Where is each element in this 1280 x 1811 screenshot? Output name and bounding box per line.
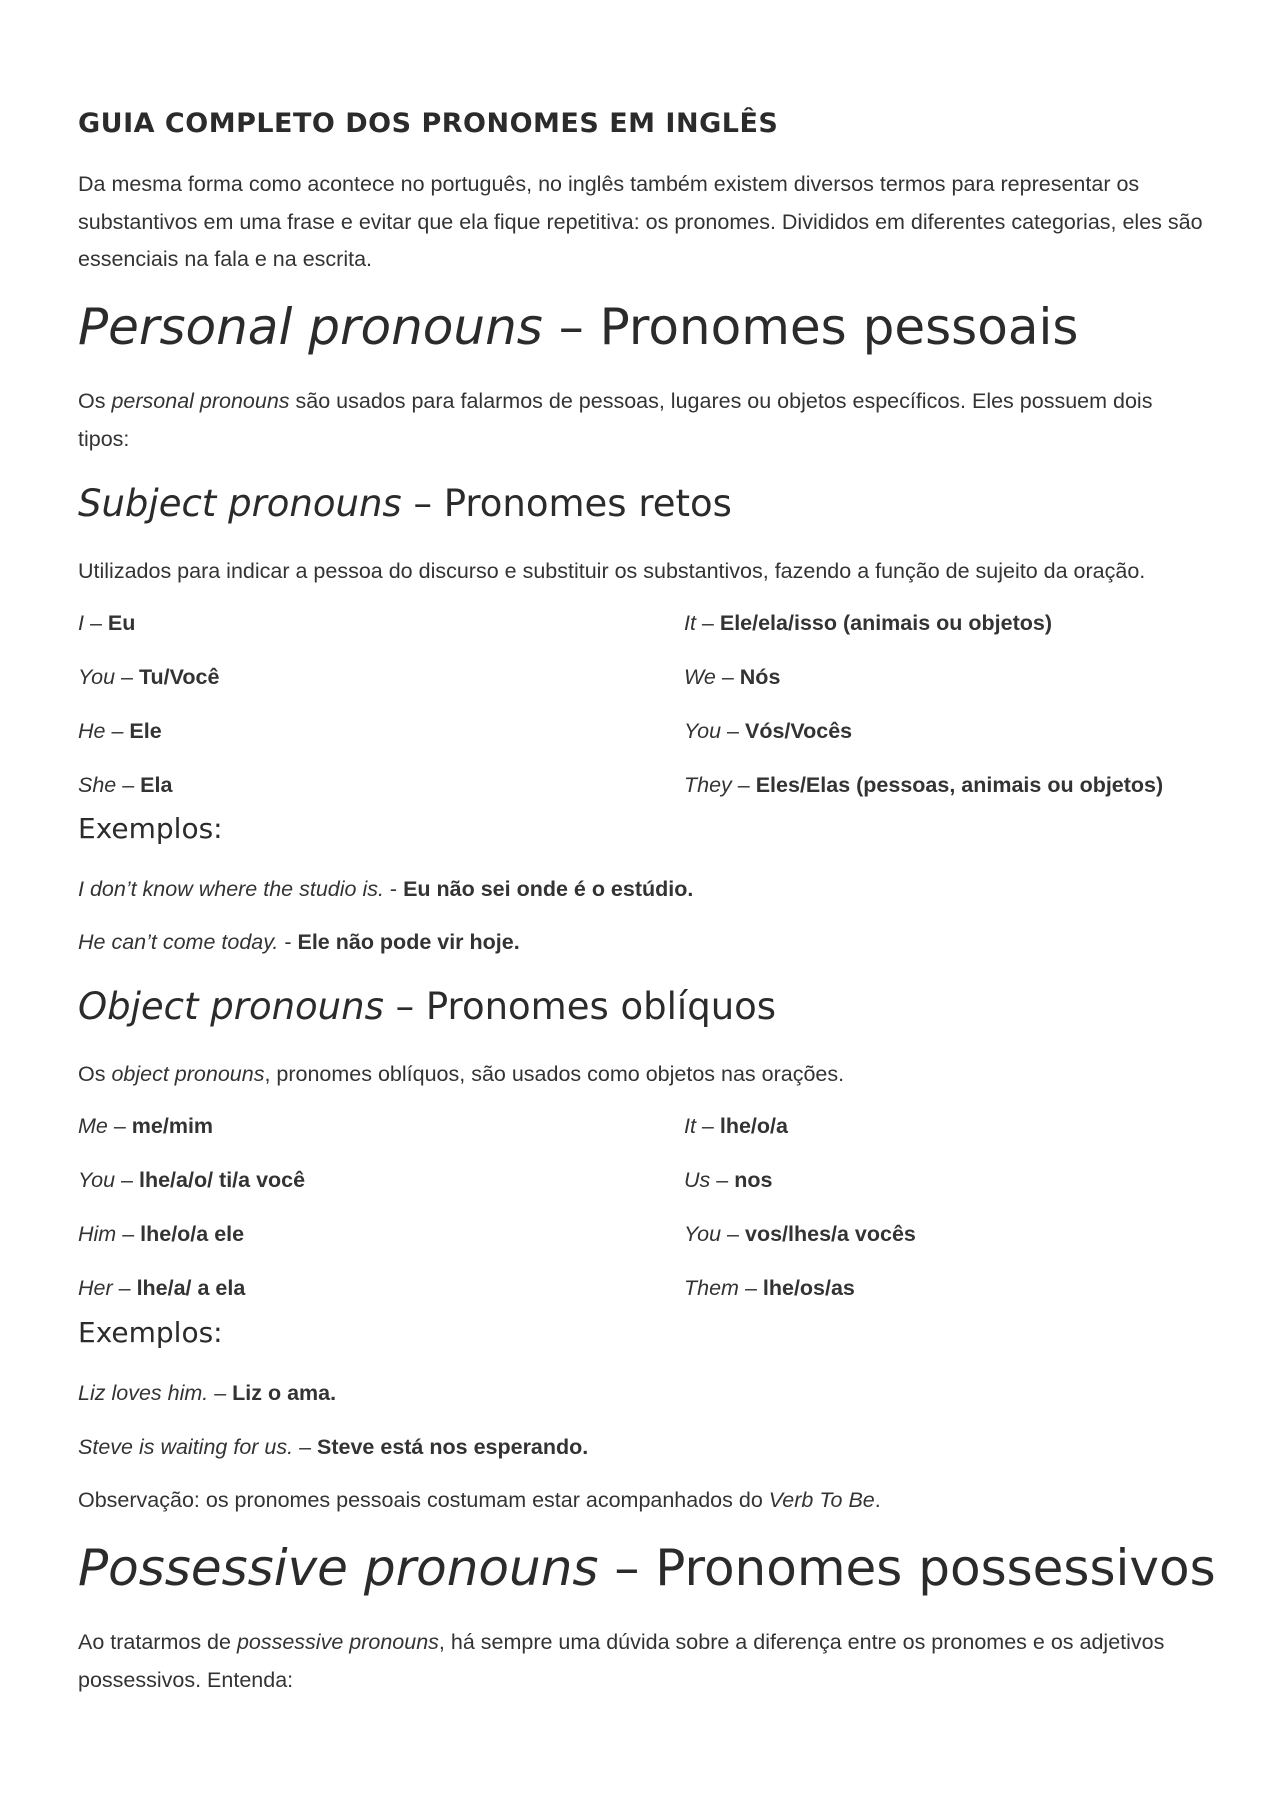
desc-text: , pronomes oblíquos, são usados como objetos nas orações. [264, 1062, 845, 1086]
desc-text: Os [78, 389, 112, 413]
pronoun-entry: You – Vós/Vocês [684, 719, 853, 743]
example-sentence: Steve is waiting for us. – Steve está nos esperando. [78, 1435, 589, 1459]
personal-pronouns-heading [78, 298, 1078, 356]
pronoun-entry: Her – lhe/a/ a ela [78, 1276, 246, 1300]
example-sentence: Liz loves him. – Liz o ama. [78, 1381, 337, 1405]
heading-en: Possessive pronouns [78, 1539, 599, 1597]
pronoun-entry: Me – me/mim [78, 1114, 214, 1138]
subject-pronouns-heading [78, 482, 732, 525]
pronoun-entry: Him – lhe/o/a ele [78, 1222, 245, 1246]
subject-pronouns-description: Utilizados para indicar a pessoa do discurso e substituir os substantivos, fazendo a função de sujeito da oração. [78, 559, 1146, 583]
desc-text: Ao tratarmos de [78, 1630, 237, 1654]
pronoun-entry: You – lhe/a/o/ ti/a você [78, 1168, 306, 1192]
desc-text: , há sempre uma dúvida sobre a diferença entre os pronomes e os adjetivos possessivos. Entenda: [78, 1630, 1165, 1692]
heading-pt: – Pronomes pessoais [542, 298, 1079, 356]
desc-emphasis: personal pronouns [111, 389, 290, 413]
heading-pt: – Pronomes retos [401, 482, 732, 525]
object-pronouns-heading [78, 985, 776, 1028]
pronoun-entry: She – Ela [78, 773, 173, 797]
pronoun-entry: They – Eles/Elas (pessoas, animais ou objetos) [684, 773, 1164, 797]
heading-en: Personal pronouns [78, 298, 543, 356]
pronoun-entry: You – Tu/Você [78, 665, 220, 689]
intro-paragraph: Da mesma forma como acontece no português, no inglês também existem diversos termos para representar os substantivos em uma frase e evitar que ela fique repetitiva: os pronomes. Divididos em diferentes categorias, eles são essenciais na fala e na escrita. [78, 172, 1203, 271]
desc-emphasis: object pronouns [111, 1062, 265, 1086]
heading-pt: – Pronomes oblíquos [383, 985, 777, 1028]
example-sentence: He can’t come today. - Ele não pode vir hoje. [78, 930, 520, 954]
pronoun-entry: It – Ele/ela/isso (animais ou objetos) [684, 611, 1053, 635]
example-sentence: I don’t know where the studio is. - Eu não sei onde é o estúdio. [78, 877, 694, 901]
pronoun-entry: He – Ele [78, 719, 162, 743]
personal-pronouns-description [78, 383, 1208, 458]
heading-pt: – Pronomes possessivos [598, 1539, 1216, 1597]
pronoun-entry: You – vos/lhes/a vocês [684, 1222, 916, 1246]
object-pronouns-description [78, 1056, 1208, 1094]
desc-text: são usados para falarmos de pessoas, lugares ou objetos específicos. Eles possuem dois tipos: [78, 389, 1153, 451]
possessive-pronouns-description [78, 1624, 1208, 1699]
desc-emphasis: possessive pronouns [236, 1630, 439, 1654]
pronoun-entry: We – Nós [684, 665, 781, 689]
pronoun-entry: It – lhe/o/a [684, 1114, 788, 1138]
possessive-pronouns-heading [78, 1539, 1216, 1597]
pronoun-entry: I – Eu [78, 611, 136, 635]
object-examples-heading: Exemplos: [78, 1316, 223, 1349]
desc-text: Os [78, 1062, 112, 1086]
document-title: GUIA COMPLETO DOS PRONOMES EM INGLÊS [78, 108, 779, 139]
observation-note: Observação: os pronomes pessoais costumam estar acompanhados do Verb To Be. [78, 1488, 881, 1512]
pronoun-entry: Us – nos [684, 1168, 773, 1192]
pronoun-entry: Them – lhe/os/as [684, 1276, 855, 1300]
heading-en: Subject pronouns [78, 482, 402, 525]
subject-examples-heading: Exemplos: [78, 812, 223, 845]
heading-en: Object pronouns [78, 985, 384, 1028]
